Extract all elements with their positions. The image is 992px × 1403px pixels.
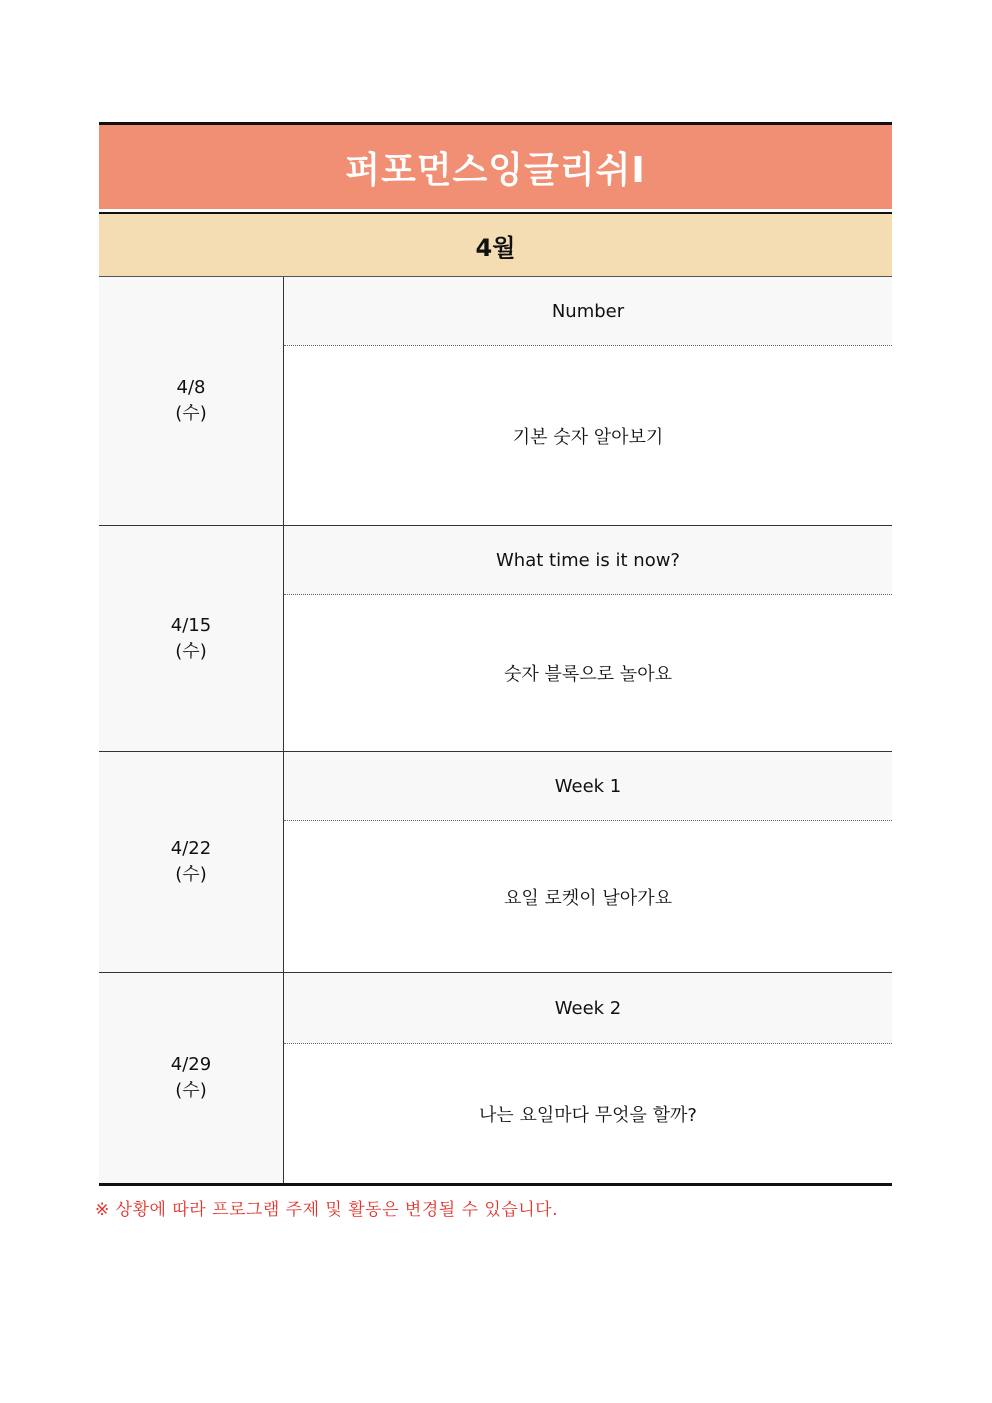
date-cell xyxy=(99,752,284,972)
week-row xyxy=(99,277,892,526)
date-label: 4/8 xyxy=(176,377,206,398)
date-cell xyxy=(99,277,284,525)
topic-label: Week 2 xyxy=(284,973,892,1044)
content-cell xyxy=(284,752,892,972)
topic-label: Number xyxy=(284,277,892,346)
schedule-sheet xyxy=(99,122,892,1186)
content-cell xyxy=(284,277,892,525)
content-cell xyxy=(284,973,892,1183)
activity-label: 요일 로켓이 날아가요 xyxy=(504,887,672,909)
activity-label: 나는 요일마다 무엇을 할까? xyxy=(479,1104,697,1126)
program-title: 퍼포먼스잉글리쉬Ⅰ xyxy=(99,122,892,209)
day-label: (수) xyxy=(175,864,207,885)
day-label: (수) xyxy=(175,640,207,662)
day-label: (수) xyxy=(175,1080,207,1101)
activity-label: 기본 숫자 알아보기 xyxy=(512,426,664,448)
day-label: (수) xyxy=(175,403,207,424)
date-label: 4/22 xyxy=(170,838,212,859)
date-cell xyxy=(99,973,284,1183)
change-notice: ※ 상황에 따라 프로그램 주제 및 활동은 변경될 수 있습니다. xyxy=(95,1200,558,1220)
week-row xyxy=(99,526,892,752)
month-header: 4월 xyxy=(99,212,892,277)
date-label: 4/15 xyxy=(170,614,212,636)
date-cell xyxy=(99,526,284,751)
topic-label: Week 1 xyxy=(284,752,892,821)
week-row xyxy=(99,752,892,973)
content-cell xyxy=(284,526,892,751)
activity-label: 숫자 블록으로 놀아요 xyxy=(504,664,672,685)
topic-label: What time is it now? xyxy=(284,526,892,595)
date-label: 4/29 xyxy=(170,1054,212,1075)
week-row xyxy=(99,973,892,1186)
